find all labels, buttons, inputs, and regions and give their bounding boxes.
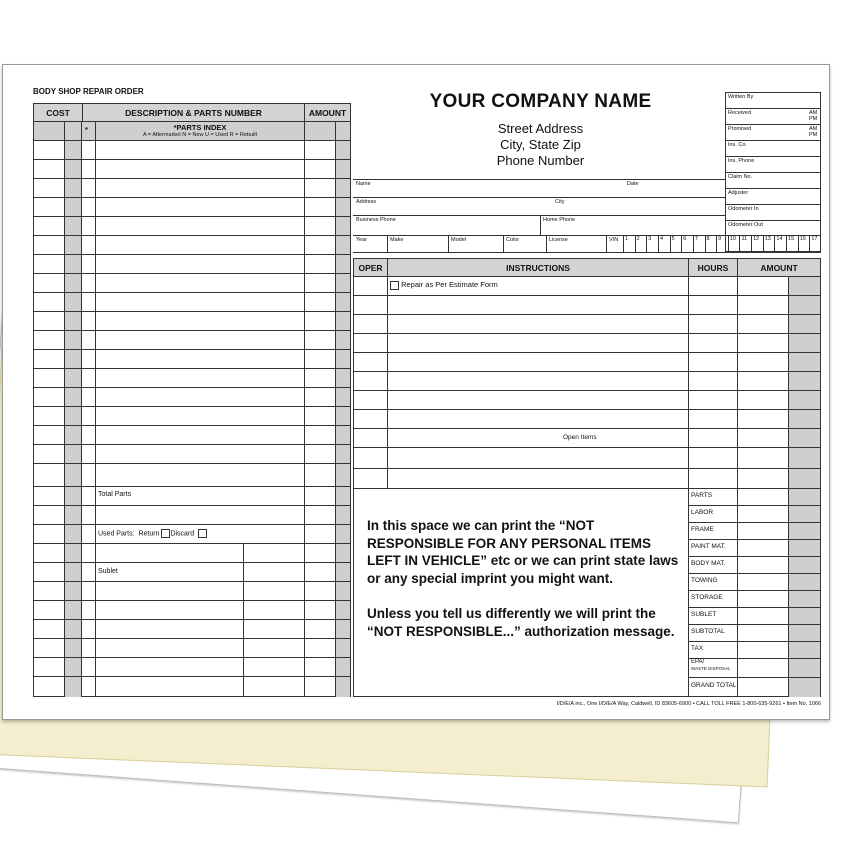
amount-header-right: AMOUNT bbox=[737, 258, 821, 277]
totals-subtotal: SUBTOTAL bbox=[691, 628, 725, 635]
totals-sublet: SUBLET bbox=[691, 611, 717, 618]
date-label: Date bbox=[627, 181, 639, 187]
description-header: DESCRIPTION & PARTS NUMBER bbox=[82, 103, 305, 122]
odometer-out-label: Odometer Out bbox=[728, 222, 763, 228]
repair-estimate-option bbox=[390, 280, 498, 290]
total-parts-label: Total Parts bbox=[98, 491, 132, 498]
vin-digit-box[interactable] bbox=[705, 235, 717, 252]
vin-digit-number: 15 bbox=[788, 236, 795, 242]
received-label: Received bbox=[728, 110, 751, 116]
promised-label: Promised bbox=[728, 126, 752, 132]
vin-digit-number: 8 bbox=[706, 236, 710, 242]
home-phone-label: Home Phone bbox=[543, 217, 576, 223]
vin-digit-number: 17 bbox=[811, 236, 818, 242]
vin-digit-box[interactable] bbox=[774, 235, 786, 252]
vin-digit-box[interactable] bbox=[681, 235, 693, 252]
vin-digit-number: 2 bbox=[636, 236, 640, 242]
totals-parts: PARTS bbox=[691, 492, 713, 499]
discard-checkbox[interactable] bbox=[198, 529, 207, 538]
vin-digit-box[interactable] bbox=[739, 235, 751, 252]
vin-digit-box[interactable] bbox=[670, 235, 682, 252]
city-state-zip: City, State Zip bbox=[500, 137, 581, 152]
name-label: Name bbox=[356, 181, 371, 187]
vin-digit-box[interactable] bbox=[786, 235, 798, 252]
vin-digit-number: 11 bbox=[741, 236, 748, 242]
used-parts-text: Used Parts: bbox=[98, 530, 135, 538]
cost-cents-column bbox=[64, 140, 81, 697]
vin-digit-box[interactable] bbox=[646, 235, 658, 252]
amount-header: AMOUNT bbox=[304, 103, 351, 122]
color-label: Color bbox=[506, 237, 520, 243]
business-phone-label: Business Phone bbox=[356, 217, 396, 223]
vin-digit-box[interactable] bbox=[716, 235, 728, 252]
vin-digit-box[interactable] bbox=[763, 235, 775, 252]
totals-paint: PAINT MAT. bbox=[691, 543, 726, 550]
hours-header: HOURS bbox=[688, 258, 738, 277]
promised-am: AM bbox=[809, 126, 818, 132]
totals-waste: WASTE DISPOSAL bbox=[691, 666, 731, 671]
used-parts-label bbox=[98, 529, 207, 538]
promised-pm: PM bbox=[809, 132, 818, 138]
star-marker: * bbox=[85, 125, 88, 134]
open-items-label: Open Items bbox=[563, 434, 597, 441]
totals-body: BODY MAT. bbox=[691, 560, 726, 567]
received-am: AM bbox=[809, 110, 818, 116]
model-label: Model bbox=[451, 237, 466, 243]
form-title: BODY SHOP REPAIR ORDER bbox=[33, 87, 144, 96]
vin-digit-box[interactable] bbox=[751, 235, 763, 252]
message-paragraph-1: In this space we can print the “NOT RESPONSIBLE FOR ANY PERSONAL ITEMS LEFT IN VEHICLE” etc or we can print state laws or any special imprint you might want. bbox=[367, 518, 679, 586]
vin-label: VIN bbox=[609, 237, 619, 243]
city-label: City bbox=[555, 199, 565, 205]
discard-text: Discard bbox=[170, 530, 195, 538]
ins-co-label: Ins. Co. bbox=[728, 142, 747, 148]
street-address: Street Address bbox=[497, 121, 584, 136]
printer-footer: I/D/E/A inc., One I/D/E/A Way, Caldwell, ID 83605-6900 • CALL TOLL FREE 1-800-635-9261 • Item No. 1066 bbox=[556, 701, 821, 707]
vin-digit-number: 3 bbox=[648, 236, 652, 242]
license-label: License bbox=[549, 237, 568, 243]
totals-towing: TOWING bbox=[691, 577, 718, 584]
adjuster-label: Adjuster bbox=[728, 190, 749, 196]
vin-digit-number: 12 bbox=[753, 236, 760, 242]
totals-tax: TAX bbox=[691, 645, 704, 652]
parts-index-title: *PARTS INDEX bbox=[173, 123, 227, 132]
sublet-label: Sublet bbox=[98, 568, 118, 575]
totals-grand-total: GRAND TOTAL bbox=[691, 682, 737, 689]
vin-digit-number: 13 bbox=[764, 236, 771, 242]
totals-frame: FRAME bbox=[691, 526, 714, 533]
vin-digit-box[interactable] bbox=[658, 235, 670, 252]
vin-digit-number: 5 bbox=[671, 236, 675, 242]
vin-digit-box[interactable] bbox=[693, 235, 705, 252]
totals-storage: STORAGE bbox=[691, 594, 723, 601]
vin-digit-number: 1 bbox=[625, 236, 629, 242]
vin-digit-number: 4 bbox=[659, 236, 663, 242]
vin-digit-number: 6 bbox=[683, 236, 687, 242]
vin-digit-box[interactable] bbox=[623, 235, 635, 252]
vin-digit-box[interactable] bbox=[728, 235, 740, 252]
message-paragraph-2: Unless you tell us differently we will print the “NOT RESPONSIBLE...” authorization message. bbox=[367, 606, 675, 639]
written-by-label: Written By bbox=[728, 94, 754, 100]
vin-digit-number: 7 bbox=[694, 236, 698, 242]
cost-header: COST bbox=[33, 103, 83, 122]
repair-estimate-checkbox[interactable] bbox=[390, 281, 399, 290]
year-label: Year bbox=[356, 237, 368, 243]
claim-no-label: Claim No. bbox=[728, 174, 753, 180]
vin-digit-box[interactable] bbox=[798, 235, 810, 252]
vin-digit-box[interactable] bbox=[809, 235, 821, 252]
amount-cents-column-right bbox=[788, 277, 820, 697]
phone-number: Phone Number bbox=[496, 153, 585, 168]
oper-header: OPER bbox=[353, 258, 388, 277]
repair-estimate-text: Repair as Per Estimate Form bbox=[401, 280, 498, 289]
return-text: Return bbox=[138, 530, 160, 538]
received-pm: PM bbox=[809, 116, 818, 122]
make-label: Make bbox=[390, 237, 404, 243]
ins-phone-label: Ins. Phone bbox=[728, 158, 755, 164]
amount-cents-column bbox=[335, 140, 350, 697]
parts-index-legend: A = Aftermarket N = New U = Used R = Rebuilt bbox=[142, 132, 258, 138]
repair-order-form bbox=[2, 64, 830, 720]
instructions-header: INSTRUCTIONS bbox=[387, 258, 689, 277]
odometer-in-label: Odometer In bbox=[728, 206, 759, 212]
vin-digit-box[interactable] bbox=[635, 235, 647, 252]
company-name: YOUR COMPANY NAME bbox=[429, 91, 652, 112]
vin-digit-number: 9 bbox=[718, 236, 722, 242]
vin-digit-number: 10 bbox=[729, 236, 736, 242]
vin-digit-number: 16 bbox=[799, 236, 806, 242]
vin-digit-number: 14 bbox=[776, 236, 783, 242]
totals-epa: EPA/ bbox=[691, 659, 705, 665]
totals-labor: LABOR bbox=[691, 509, 714, 516]
address-label: Address bbox=[356, 199, 377, 205]
